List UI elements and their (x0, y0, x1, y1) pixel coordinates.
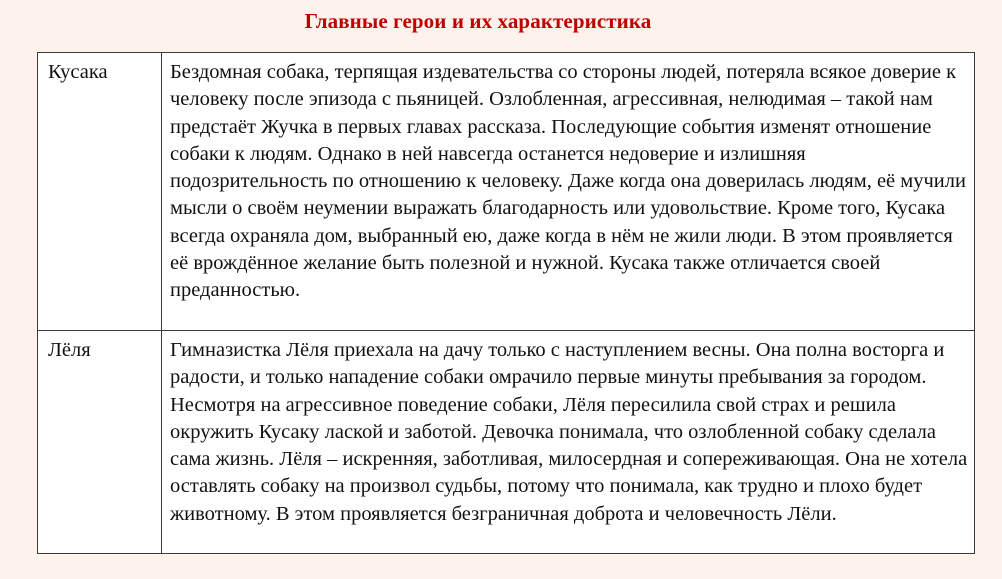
character-name-cell: Кусака (38, 53, 162, 331)
character-description-cell: Бездомная собака, терпящая издевательства со стороны людей, потеряла всякое доверие к человеку после эпизода с пьяницей. Озлобленная, агрессивная, нелюдимая – такой нам предстаёт Жучка в первых главах рассказа. Последующие события изменят отношение собаки к людям. Однако в ней навсегда останется недоверие и излишняя подозрительность по отношению к человеку. Даже когда она доверилась людям, её мучили мысли о своём неумении выражать благодарность или удовольствие. Кроме того, Кусака всегда охраняла дом, выбранный ею, даже когда в нём не жили люди. В этом проявляется её врождённое желание быть полезной и нужной. Кусака также отличается своей преданностью. (162, 53, 975, 331)
character-description-cell: Гимназистка Лёля приехала на дачу только с наступлением весны. Она полна восторга и радости, и только нападение собаки омрачило первые минуты пребывания за городом. Несмотря на агрессивное поведение собаки, Лёля пересилила свой страх и решила окружить Кусаку лаской и заботой. Девочка понимала, что озлобленной собаку сделала сама жизнь. Лёля – искренняя, заботливая, милосердная и сопереживающая. Она не хотела оставлять собаку на произвол судьбы, потому что понимала, как трудно и плохо будет животному. В этом проявляется безграничная доброта и человечность Лёли. (162, 331, 975, 554)
character-name-cell: Лёля (38, 331, 162, 554)
table-row (38, 53, 975, 331)
table-row (38, 331, 975, 554)
page-title-text: Главные герои и их характеристика (304, 9, 652, 33)
characters-table (37, 52, 975, 554)
characters-table-body (38, 53, 975, 554)
page-title (0, 9, 1002, 34)
